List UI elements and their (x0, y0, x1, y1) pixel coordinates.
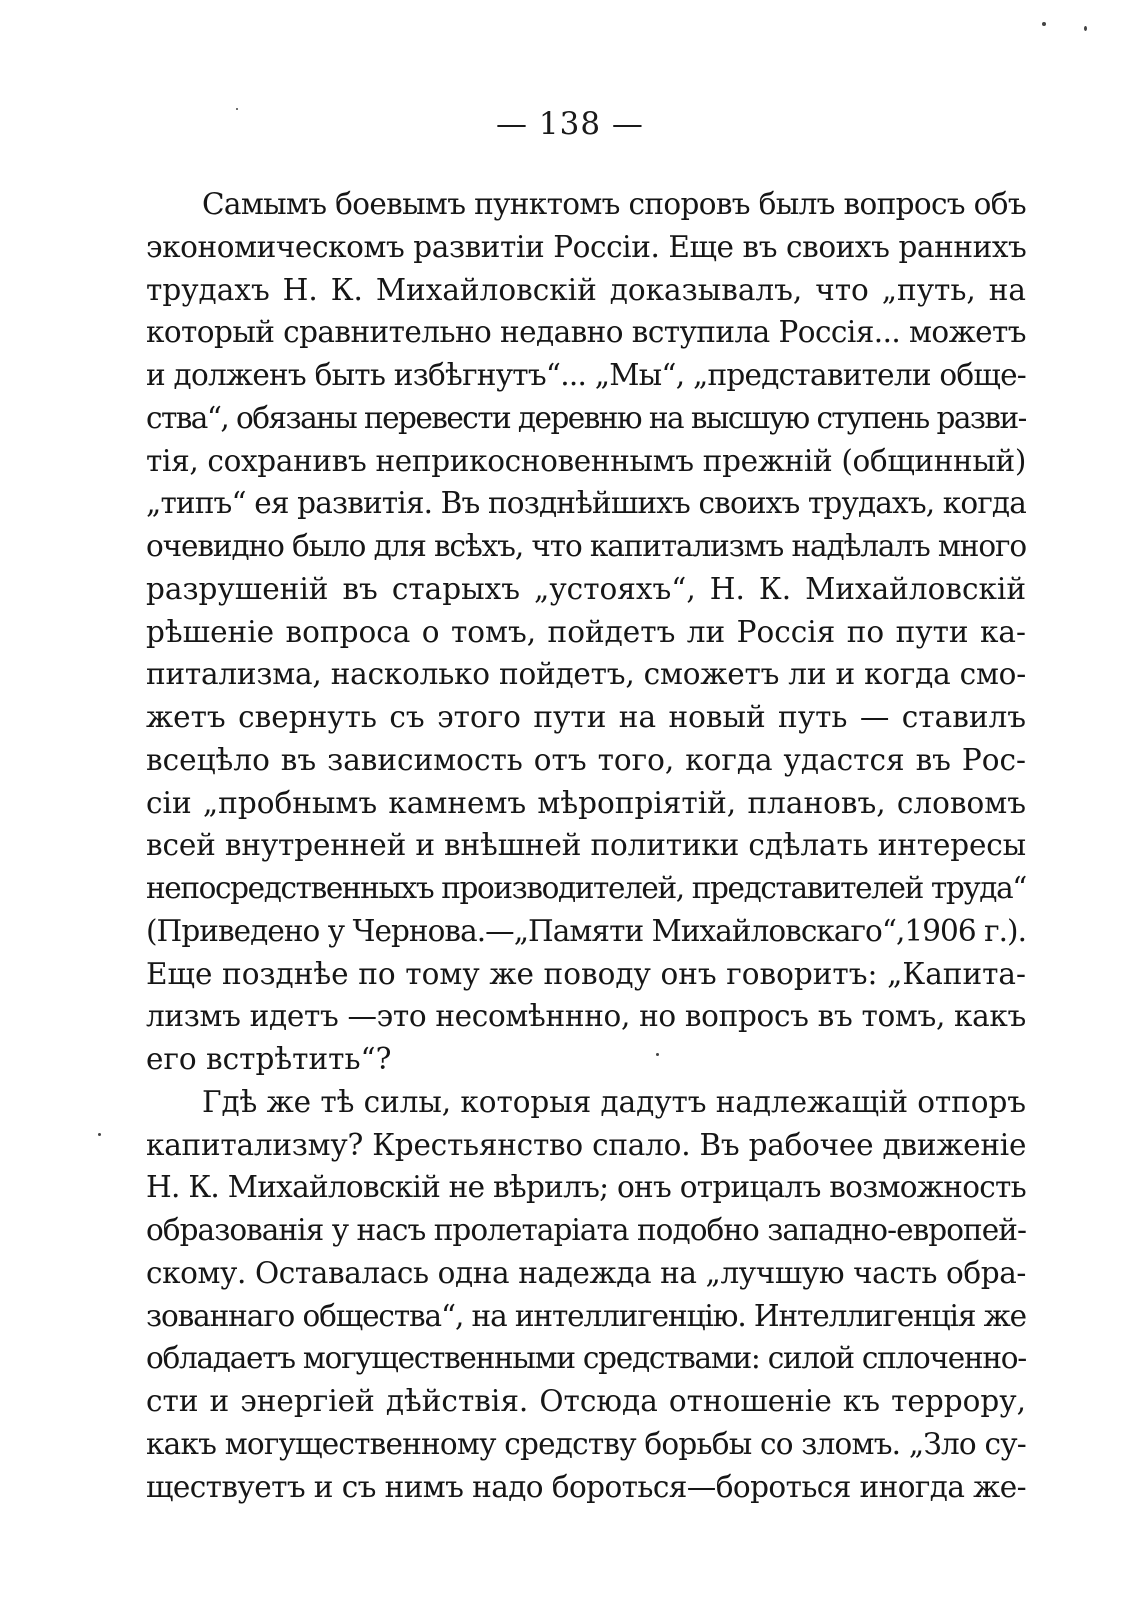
text-line: ства“, обязаны перевести деревню на высшую ступень разви- (146, 400, 1026, 435)
text-line: питализма, насколько пойдетъ, сможетъ ли и когда смо- (146, 657, 1026, 692)
text-line: который сравнительно недавно вступила Россія... можетъ (146, 315, 1026, 350)
text-line: лизмъ идетъ —это несомѣннно, но вопросъ въ томъ, какъ (146, 999, 1026, 1034)
text-line: (Приведено у Чернова.—„Памяти Михайловскаго“,1906 г.). (146, 913, 1026, 948)
text-line: сти и энергіей дѣйствія. Отсюда отношеніе къ террору, (146, 1384, 1026, 1418)
scan-speck (656, 1053, 659, 1056)
paragraph-1 (146, 183, 1026, 1081)
text-line: его встрѣтить“? (146, 1042, 392, 1076)
text-line: и долженъ быть избѣгнутъ“... „Мы“, „представители обще- (146, 358, 1026, 392)
text-line: капитализму? Крестьянство спало. Въ рабочее движеніе (146, 1127, 1026, 1162)
text-line: трудахъ Н. К. Михайловскій доказывалъ, что „путь, на (146, 272, 1026, 307)
scan-speck (1084, 26, 1087, 31)
text-line: какъ могущественному средству борьбы со зломъ. „Зло су- (146, 1426, 1026, 1461)
text-line: Гдѣ же тѣ силы, которыя дадутъ надлежащій отпоръ (202, 1084, 1026, 1119)
text-line: экономическомъ развитіи Россіи. Еще въ своихъ раннихъ (146, 229, 1026, 264)
scan-speck (98, 1133, 101, 1136)
text-line: жетъ свернуть съ этого пути на новый путь — ставилъ (146, 700, 1026, 734)
body-text (146, 183, 1026, 1508)
text-line: „типъ“ ея развитія. Въ позднѣйшихъ своихъ трудахъ, когда (146, 486, 1026, 521)
scan-speck (1042, 22, 1046, 26)
text-line: образованія у насъ пролетаріата подобно западно-европей- (146, 1213, 1026, 1247)
text-line: Самымъ боевымъ пунктомъ споровъ былъ вопросъ объ (202, 187, 1026, 221)
text-line: рѣшеніе вопроса о томъ, пойдетъ ли Россія по пути ка- (146, 614, 1026, 649)
text-line: Н. К. Михайловскій не вѣрилъ; онъ отрицалъ возможность (146, 1170, 1026, 1205)
text-line: Еще позднѣе по тому же поводу онъ говоритъ: „Капита- (146, 956, 1026, 991)
text-line: всецѣло въ зависимость отъ того, когда удастся въ Рос- (146, 742, 1026, 777)
text-line: разрушеній въ старыхъ „устояхъ“, Н. К. Михайловскій (146, 571, 1026, 606)
paragraph-2 (146, 1081, 1026, 1509)
text-line: сіи „пробнымъ камнемъ мѣропріятій, плановъ, словомъ (146, 785, 1026, 820)
text-line: всей внутренней и внѣшней политики сдѣлать интересы (146, 828, 1026, 863)
scan-speck (236, 108, 238, 110)
text-line: ществуетъ и съ нимъ надо бороться—бороться иногда же- (146, 1469, 1026, 1504)
text-line: зованнаго общества“, на интеллигенцію. Интеллигенція же (146, 1298, 1026, 1333)
text-line: обладаетъ могущественными средствами: силой сплоченно- (146, 1341, 1026, 1376)
text-line: тія, сохранивъ неприкосновеннымъ прежній (общинный) (146, 443, 1026, 478)
text-line: очевидно было для всѣхъ, что капитализмъ надѣлалъ много (146, 529, 1026, 563)
text-line: непосредственныхъ производителей, представителей труда“ (146, 871, 1026, 905)
text-line: скому. Оставалась одна надежда на „лучшую часть обра- (146, 1255, 1026, 1290)
page-number: — 138 — (496, 106, 644, 142)
